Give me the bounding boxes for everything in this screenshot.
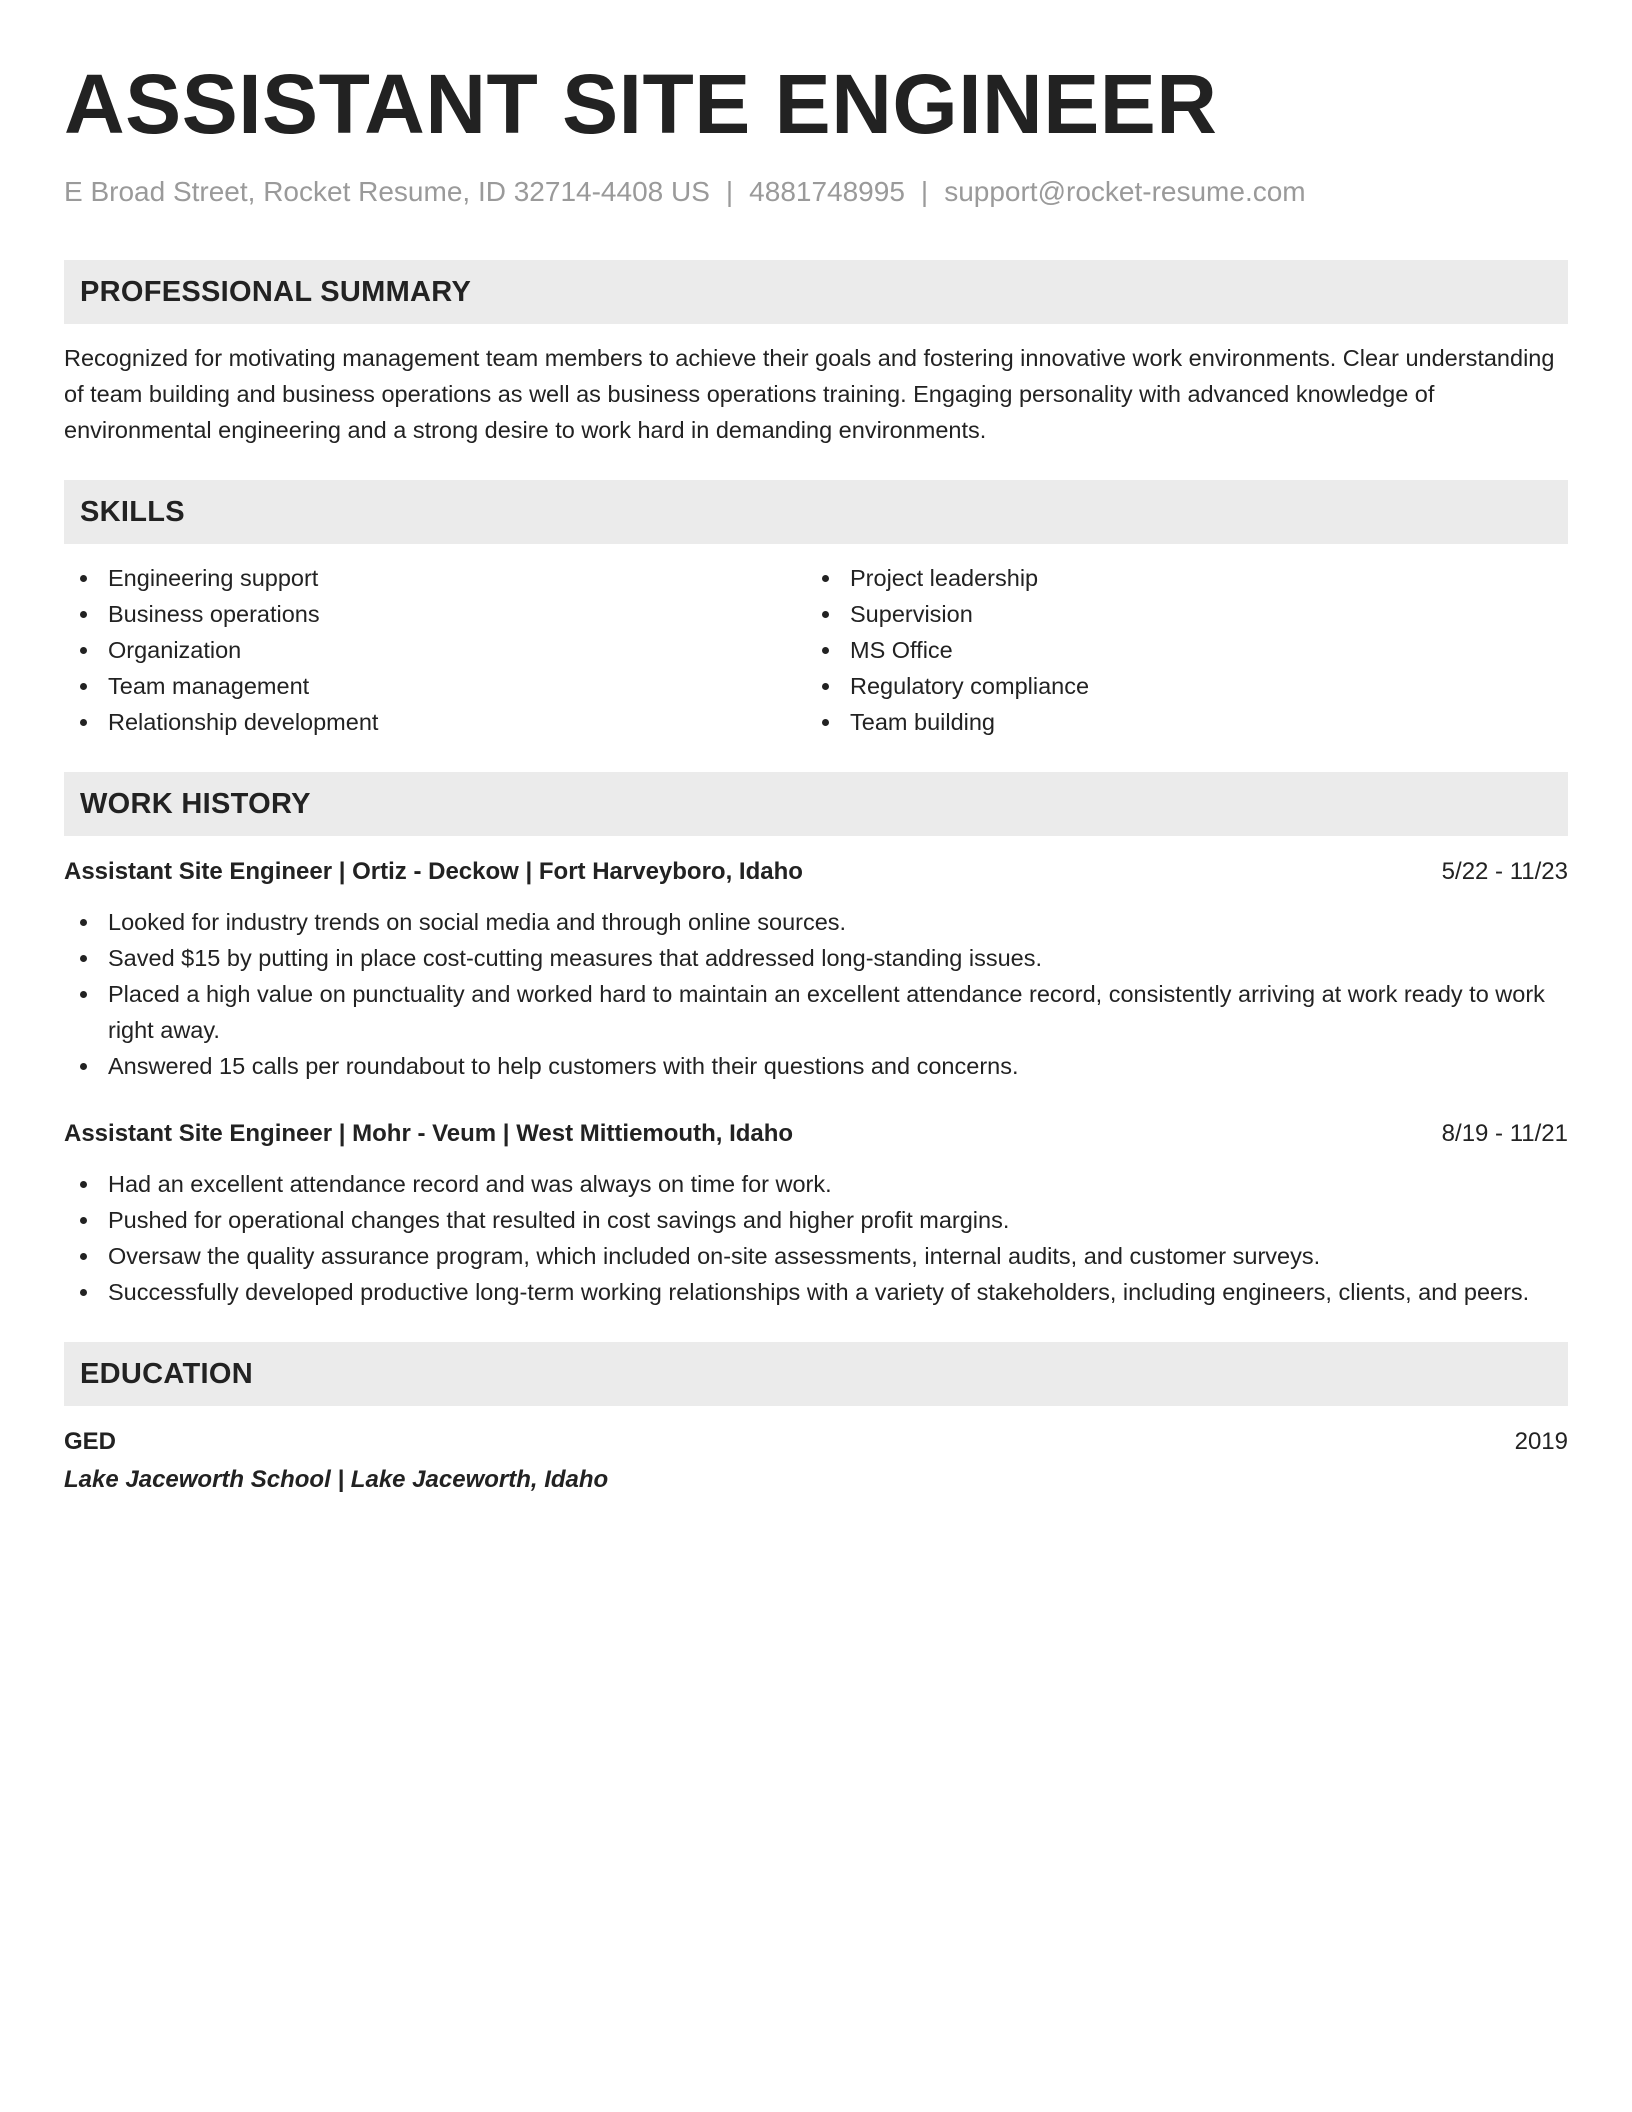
job-title: Assistant Site Engineer | Ortiz - Deckow | Fort Harveyboro, Idaho <box>64 858 803 885</box>
skill-item: MS Office <box>806 632 1548 668</box>
job-bullet: Successfully developed productive long-term working relationships with a variety of stakeholders, including engineers, clients, and peers. <box>64 1274 1568 1310</box>
job-title: Assistant Site Engineer | Mohr - Veum | West Mittiemouth, Idaho <box>64 1120 794 1147</box>
job-bullets <box>64 904 1568 1084</box>
work-history-heading: WORK HISTORY <box>64 772 1568 836</box>
contact-separator: | <box>725 176 734 207</box>
skills-heading: SKILLS <box>64 480 1568 544</box>
contact-line <box>64 174 1568 210</box>
job-dates: 5/22 - 11/23 <box>1441 858 1568 885</box>
skill-item: Team building <box>806 704 1548 740</box>
education-header <box>64 1424 1568 1460</box>
education-year: 2019 <box>1514 1428 1568 1455</box>
skill-item: Supervision <box>806 596 1548 632</box>
job-header <box>64 854 1568 890</box>
education-entry <box>64 1424 1568 1498</box>
skill-item: Relationship development <box>64 704 806 740</box>
contact-address: E Broad Street, Rocket Resume, ID 32714-4408 US <box>64 176 710 207</box>
resume-name: ASSISTANT SITE ENGINEER <box>64 57 1218 151</box>
skills-list <box>64 560 1568 740</box>
contact-phone: 4881748995 <box>749 176 905 207</box>
job-bullet: Looked for industry trends on social media and through online sources. <box>64 904 1568 940</box>
skill-item: Organization <box>64 632 806 668</box>
job-entry <box>64 1116 1568 1310</box>
education-degree: GED <box>64 1428 117 1455</box>
skill-item: Project leadership <box>806 560 1548 596</box>
summary-text: Recognized for motivating management team members to achieve their goals and fostering innovative work environments. Clear understanding of team building and business operations as well as business operations training. Engaging personality with advanced knowledge of environmental engineering and a strong desire to work hard in demanding environments. <box>64 345 1555 443</box>
resume-page <box>64 56 1568 1498</box>
skill-item: Business operations <box>64 596 806 632</box>
contact-email: support@rocket-resume.com <box>944 176 1306 207</box>
job-dates: 8/19 - 11/21 <box>1441 1120 1568 1147</box>
summary-heading: PROFESSIONAL SUMMARY <box>64 260 1568 324</box>
job-bullet: Answered 15 calls per roundabout to help customers with their questions and concerns. <box>64 1048 1568 1084</box>
skill-item: Team management <box>64 668 806 704</box>
job-bullet: Oversaw the quality assurance program, which included on-site assessments, internal audits, and customer surveys. <box>64 1238 1568 1274</box>
job-entry <box>64 854 1568 1084</box>
education-heading: EDUCATION <box>64 1342 1568 1406</box>
contact-separator: | <box>920 176 929 207</box>
skill-item: Regulatory compliance <box>806 668 1548 704</box>
job-bullet: Placed a high value on punctuality and worked hard to maintain an excellent attendance record, consistently arriving at work ready to work right away. <box>64 976 1568 1048</box>
job-bullet: Pushed for operational changes that resulted in cost savings and higher profit margins. <box>64 1202 1568 1238</box>
job-bullet: Saved $15 by putting in place cost-cutting measures that addressed long-standing issues. <box>64 940 1568 976</box>
job-bullet: Had an excellent attendance record and was always on time for work. <box>64 1166 1568 1202</box>
education-school: Lake Jaceworth School | Lake Jaceworth, Idaho <box>64 1466 609 1493</box>
job-header <box>64 1116 1568 1152</box>
job-bullets <box>64 1166 1568 1310</box>
skills-column-left <box>64 560 806 740</box>
skills-column-right <box>806 560 1548 740</box>
skill-item: Engineering support <box>64 560 806 596</box>
